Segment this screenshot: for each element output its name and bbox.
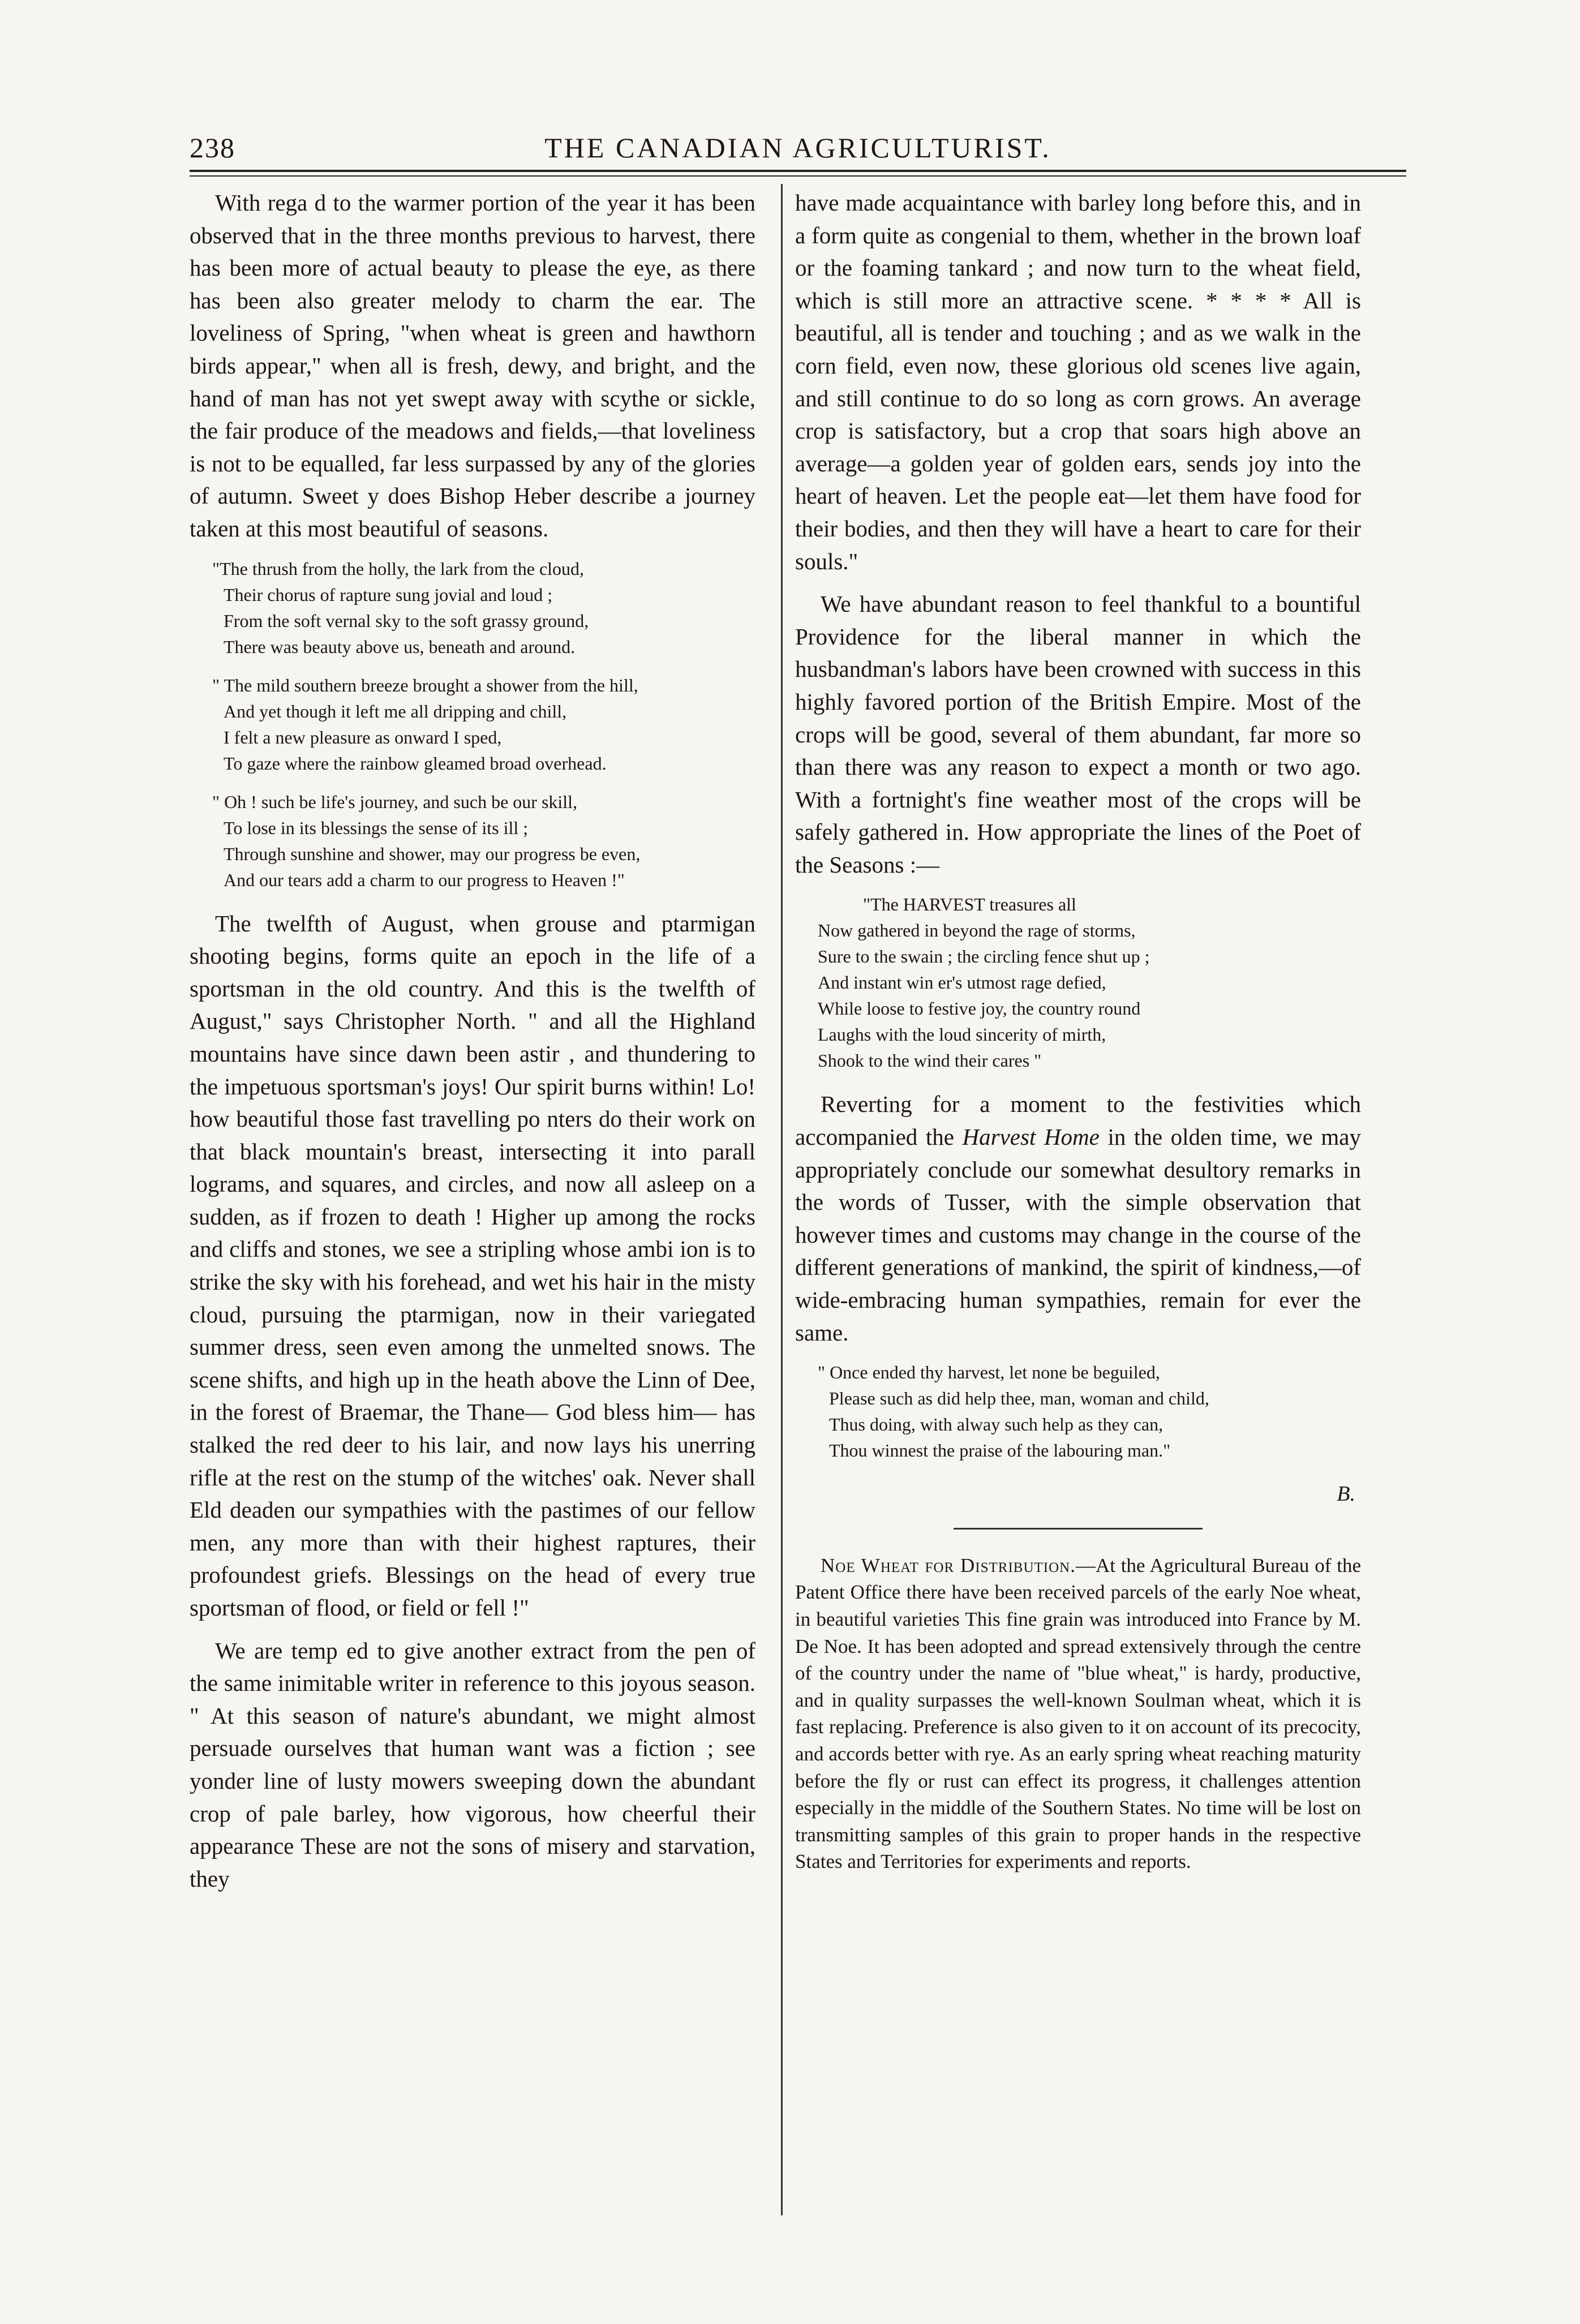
tusser-poem bbox=[818, 1359, 1361, 1463]
poem-line: Shook to the wind their cares " bbox=[818, 1050, 1042, 1071]
news-headline: Noe Wheat for Distribution. bbox=[821, 1554, 1076, 1576]
heber-poem bbox=[212, 556, 755, 893]
text-run: in the olden time, we may appropriately conclude our somewhat desultory remarks in the words of Tusser, with the simple observation that however times and customs may change in the course of the different generations of mankind, the spirit of kindness,—of wide-embracing human sympathies, remain for ever the same. bbox=[795, 1124, 1361, 1346]
poem-line: Thus doing, with alway such help as they can, bbox=[829, 1414, 1163, 1435]
poem-stanza bbox=[212, 789, 755, 893]
paragraph-twelfth-of-august: The twelfth of August, when grouse and ptarmigan shooting begins, forms quite an epoch in the life of a sportsman in the old country. And this is the twelfth of August," says Christopher North. " and all the Highland mountains have since dawn been astir , and thundering to the impetuous sportsman's joys! Our spirit burns within! Lo! how beautiful those fast travelling po nters do their work on that black mountain's breast, intersecting it into parall lograms, and squares, and circles, and now all asleep on a sudden, as if frozen to death ! Higher up among the rocks and cliffs and stones, we see a stripling whose ambi ion is to strike the sky with his forehead, and wet his hair in the misty cloud, pursuing the ptarmigan, now in their variegated summer dress, seen even among the unmelted snows. The scene shifts, and high up in the heath above the Linn of Dee, in the forest of Braemar, the Thane— God bless him— has stalked the red deer to his lair, and now lays his unerring rifle at the rest on the stump of the witches' oak. Never shall Eld deaden our sympathies with the pastimes of our fellow men, any more than with their highest raptures, their profoundest griefs. Blessings on the head of every true sportsman of flood, or field or fell !" bbox=[190, 910, 755, 1621]
text-run: Reverting for a moment to the festivities which accompanied the bbox=[795, 1091, 1361, 1150]
poem-line: " Once ended thy harvest, let none be beguiled, bbox=[818, 1362, 1160, 1383]
paragraph-another-extract: We are temp ed to give another extract from the pen of the same inimitable writer in reference to this joyous season. " At this season of nature's abundant, we might almost persuade ourselves that human want was a fiction ; see yonder line of lusty mowers sweeping down the abundant crop of pale barley, how vigorous, how cheerful their appearance These are not the sons of misery and starvation, they bbox=[190, 1637, 755, 1892]
paragraph-harvest-home bbox=[795, 1088, 1361, 1349]
section-divider bbox=[954, 1528, 1203, 1530]
poem-line: Laughs with the loud sincerity of mirth, bbox=[818, 1024, 1106, 1045]
poem-line: Through sunshine and shower, may our progress be even, bbox=[224, 843, 641, 864]
right-column bbox=[795, 187, 1361, 2213]
paragraph-warmer-portion: With rega d to the warmer portion of the year it has been observed that in the three months previous to harvest, there has been more of actual beauty to please the eye, as there has been also greater melody to charm the ear. The loveliness of Spring, "when wheat is green and hawthorn birds appear," when all is fresh, dewy, and bright, and the hand of man has not yet swept away with scythe or sickle, the fair produce of the meadows and fields,—that loveliness is not to be equalled, far less surpassed by any of the glories of autumn. Sweet y does Bishop Heber describe a journey taken at this most beautiful of seasons. bbox=[190, 190, 755, 542]
poem-stanza bbox=[212, 672, 755, 776]
column-divider bbox=[781, 184, 783, 2215]
poem-line: "The thrush from the holly, the lark from the cloud, bbox=[212, 558, 585, 579]
poem-line: There was beauty above us, beneath and around. bbox=[224, 636, 576, 657]
paragraph-continued: have made acquaintance with barley long before this, and in a form quite as congenial to them, whether in the brown loaf or the foaming tankard ; and now turn to the wheat field, which is still more an attractive scene. * * * * All is beautiful, all is tender and touching ; and as we walk in the corn field, even now, these glorious old scenes live again, and still continue to do so long as corn grows. An average crop is satisfactory, but a crop that soars high above an average—a golden year of golden ears, sends joy into the heart of heaven. Let the people eat—let them have food for their bodies, and then they will have a heart to care for their souls." bbox=[795, 190, 1361, 574]
paragraph-abundant-reason: We have abundant reason to feel thankful to a bountiful Providence for the liberal manner in which the husbandman's labors have been crowned with success in this highly favored portion of the British Empire. Most of the crops will be good, several of them abundant, far more so than there was any reason to expect a month or two ago. With a fortnight's fine weather most of the crops will be safely gathered in. How appropriate the lines of the Poet of the Seasons :— bbox=[795, 591, 1361, 878]
running-title: THE CANADIAN AGRICULTURIST. bbox=[544, 132, 1051, 164]
poem-line: And our tears add a charm to our progress to Heaven !" bbox=[224, 869, 625, 890]
poem-line: To lose in its blessings the sense of its ill ; bbox=[224, 817, 529, 838]
poem-line: Now gathered in beyond the rage of storms, bbox=[818, 920, 1136, 941]
harvest-home-italic: Harvest Home bbox=[962, 1124, 1100, 1150]
header-rule-thin bbox=[190, 175, 1406, 177]
poem-line: " The mild southern breeze brought a shower from the hill, bbox=[212, 675, 638, 695]
poem-line: To gaze where the rainbow gleamed broad overhead. bbox=[224, 753, 607, 774]
poem-line: Please such as did help thee, man, woman and child, bbox=[829, 1388, 1209, 1409]
author-signature: B. bbox=[1337, 1482, 1355, 1506]
poem-line: "The HARVEST treasures all bbox=[863, 894, 1076, 915]
poem-line: And instant win er's utmost rage defied, bbox=[818, 972, 1106, 993]
poem-stanza bbox=[212, 556, 755, 660]
left-column bbox=[190, 187, 755, 2213]
poem-line: From the soft vernal sky to the soft grassy ground, bbox=[224, 610, 589, 631]
news-item-noe-wheat bbox=[795, 1552, 1361, 1875]
poem-line: Sure to the swain ; the circling fence shut up ; bbox=[818, 946, 1150, 967]
poem-line: I felt a new pleasure as onward I sped, bbox=[224, 727, 502, 748]
header-rule bbox=[190, 170, 1406, 172]
page-header bbox=[190, 131, 1406, 171]
news-body: —At the Agricultural Bureau of the Patent Office there have been received parcels of the early Noe wheat, in beautiful varieties This fine grain was introduced into France by M. De Noe. It has been adopted and spread extensively through the centre of the country under the name of "blue wheat," is hardy, productive, and in quality surpasses the well-known Soulman wheat, which it is fast replacing. Preference is also given to it on account of its precocity, and accords better with rye. As an early spring wheat reaching maturity before the fly or rust can effect its progress, it challenges attention especially in the middle of the Southern States. No time will be lost on transmitting samples of this grain to proper hands in the respective States and Territories for experiments and reports. bbox=[795, 1554, 1361, 1873]
poem-line: And yet though it left me all dripping and chill, bbox=[224, 701, 567, 721]
seasons-poem bbox=[818, 891, 1361, 1073]
poem-line: " Oh ! such be life's journey, and such be our skill, bbox=[212, 791, 578, 812]
page-number: 238 bbox=[190, 132, 235, 164]
poem-line: Thou winnest the praise of the labouring man." bbox=[829, 1440, 1171, 1461]
poem-line: While loose to festive joy, the country round bbox=[818, 998, 1141, 1019]
poem-line: Their chorus of rapture sung jovial and loud ; bbox=[224, 584, 553, 605]
